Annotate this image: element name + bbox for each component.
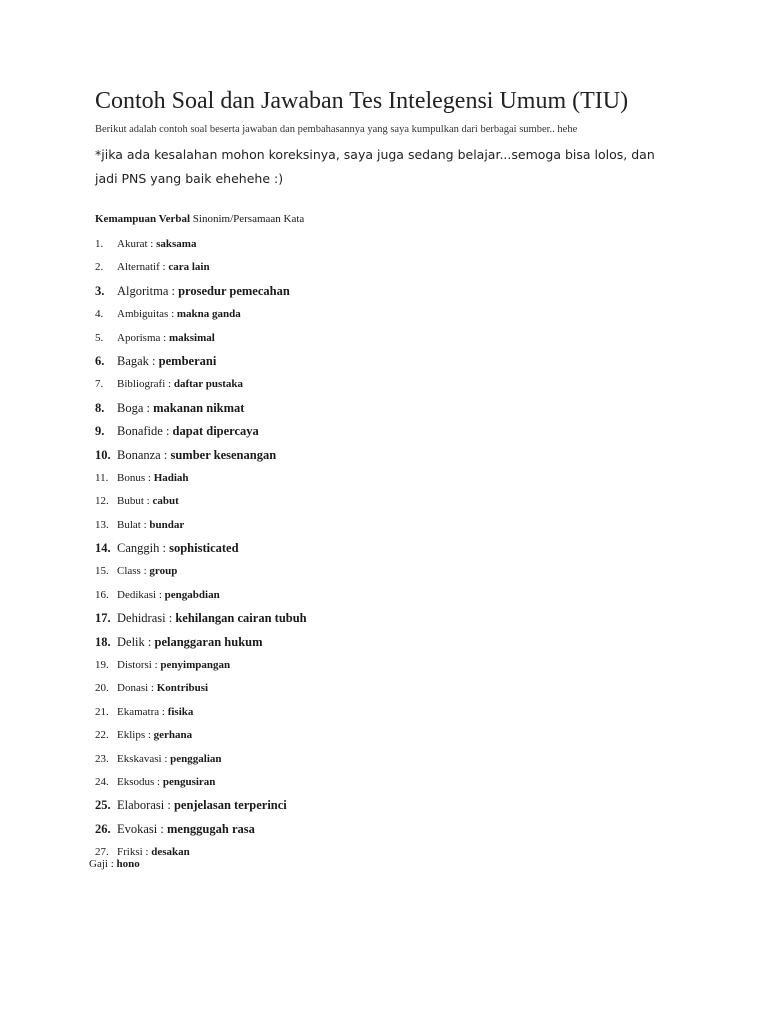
list-item-number: 7.: [95, 378, 104, 391]
list-item-number: 13.: [95, 518, 109, 531]
list-item-number: 16.: [95, 588, 109, 601]
list-item: [95, 280, 307, 303]
list-item: [95, 818, 307, 841]
intro-text: Berikut adalah contoh soal beserta jawaban dan pembahasannya yang saya kumpulkan dari berbagai sumber.. hehe: [95, 124, 578, 135]
tail-word: Gaji :: [89, 858, 114, 870]
list-item-number: 11.: [95, 471, 109, 484]
list-item: [95, 420, 307, 443]
list-item: [95, 701, 307, 724]
list-item-answer: Hadiah: [153, 471, 189, 484]
list-item-number: 9.: [95, 424, 105, 439]
list-item-answer: penggalian: [170, 752, 222, 765]
list-item-answer: daftar pustaka: [173, 378, 244, 391]
list-item-number: 10.: [95, 447, 111, 462]
list-item-number: 20.: [95, 682, 109, 695]
list-item-answer: makanan nikmat: [153, 400, 245, 415]
list-item: [95, 350, 307, 373]
list-item-answer: sophisticated: [169, 541, 239, 556]
list-item-number: 23.: [95, 752, 109, 765]
list-item-answer: group: [149, 565, 178, 578]
list-item-word: Distorsi :: [117, 659, 158, 672]
tail-item: [89, 858, 140, 870]
list-item-answer: fisika: [167, 705, 194, 718]
list-item: [95, 537, 307, 560]
list-item-number: 6.: [95, 353, 105, 368]
list-item: [95, 444, 307, 467]
list-item-word: Ambiguitas :: [117, 308, 175, 321]
list-item-answer: penyimpangan: [160, 659, 231, 672]
list-item-word: Ekskavasi :: [117, 752, 168, 765]
list-item: [95, 794, 307, 817]
list-item-answer: pengabdian: [164, 588, 220, 601]
list-item: [95, 327, 307, 350]
list-item-word: Bulat :: [117, 518, 147, 531]
list-item: [95, 256, 307, 279]
list-item-answer: sumber kesenangan: [170, 447, 277, 462]
list-item-answer: maksimal: [168, 331, 215, 344]
list-item-word: Dehidrasi :: [117, 611, 173, 626]
list-item-number: 26.: [95, 821, 111, 836]
list-item-answer: cara lain: [168, 261, 210, 274]
list-item: [95, 724, 307, 747]
list-item-answer: makna ganda: [176, 308, 241, 321]
list-item-word: Delik :: [117, 634, 152, 649]
section-heading: [95, 213, 304, 225]
list-item-answer: bundar: [149, 518, 185, 531]
list-item-word: Donasi :: [117, 682, 154, 695]
list-item: [95, 584, 307, 607]
list-item-answer: gerhana: [153, 729, 193, 742]
list-item-answer: penjelasan terperinci: [173, 798, 287, 813]
list-item-number: 2.: [95, 261, 104, 274]
list-item: [95, 303, 307, 326]
list-item-word: Evokasi :: [117, 821, 164, 836]
list-item: [95, 560, 307, 583]
list-item-word: Bonafide :: [117, 424, 170, 439]
list-item-word: Canggih :: [117, 541, 166, 556]
list-item-answer: menggugah rasa: [167, 821, 255, 836]
list-item: [95, 607, 307, 630]
list-item-number: 14.: [95, 541, 111, 556]
list-item-word: Dedikasi :: [117, 588, 162, 601]
list-item-word: Bibliografi :: [117, 378, 172, 391]
note-text: *jika ada kesalahan mohon koreksinya, saya juga sedang belajar...semoga bisa lolos, dan jadi PNS yang baik ehehehe :): [95, 147, 655, 186]
list-item: [95, 233, 307, 256]
list-item-word: Algoritma :: [117, 283, 175, 298]
list-item-number: 18.: [95, 634, 111, 649]
list-item-answer: desakan: [151, 846, 190, 859]
list-item-word: Boga :: [117, 400, 150, 415]
list-item: [95, 771, 307, 794]
list-item-number: 21.: [95, 705, 109, 718]
list-item: [95, 373, 307, 396]
list-item-word: Ekamatra :: [117, 705, 165, 718]
list-item-word: Class :: [117, 565, 147, 578]
list-item-word: Bagak :: [117, 353, 156, 368]
list-item-word: Friksi :: [117, 846, 149, 859]
list-item-word: Alternatif :: [117, 261, 166, 274]
list-item: [95, 467, 307, 490]
list-item: [95, 748, 307, 771]
list-item-word: Bonus :: [117, 471, 151, 484]
list-item-number: 3.: [95, 283, 105, 298]
list-item-number: 15.: [95, 565, 109, 578]
list-item-number: 12.: [95, 495, 109, 508]
list-item-number: 4.: [95, 308, 104, 321]
list-item-word: Akurat :: [117, 238, 154, 250]
list-item-answer: saksama: [156, 238, 197, 250]
list-item-word: Eklips :: [117, 729, 151, 742]
list-item-number: 8.: [95, 400, 105, 415]
list-item-number: 5.: [95, 331, 104, 344]
list-item: [95, 677, 307, 700]
list-item-number: 27.: [95, 846, 109, 859]
section-heading-rest: Sinonim/Persamaan Kata: [190, 213, 305, 225]
list-item-number: 1.: [95, 238, 104, 250]
list-item-word: Aporisma :: [117, 331, 167, 344]
list-item-answer: pelanggaran hukum: [154, 634, 263, 649]
list-item-answer: kehilangan cairan tubuh: [175, 611, 307, 626]
list-item-answer: dapat dipercaya: [172, 424, 259, 439]
list-item-number: 17.: [95, 611, 111, 626]
tail-answer: hono: [116, 858, 140, 870]
list-item: [95, 654, 307, 677]
list-item-number: 25.: [95, 798, 111, 813]
synonym-list: [95, 233, 307, 865]
list-item: [95, 631, 307, 654]
list-item-word: Elaborasi :: [117, 798, 171, 813]
list-item-number: 22.: [95, 729, 109, 742]
list-item-number: 24.: [95, 775, 109, 788]
section-heading-bold: Kemampuan Verbal: [95, 213, 191, 225]
list-item-word: Bonanza :: [117, 447, 168, 462]
list-item: [95, 490, 307, 513]
page-title: Contoh Soal dan Jawaban Tes Intelegensi Umum (TIU): [95, 88, 629, 114]
list-item-word: Bubut :: [117, 495, 150, 508]
list-item-answer: prosedur pemecahan: [178, 283, 290, 298]
list-item-number: 19.: [95, 659, 109, 672]
list-item: [95, 397, 307, 420]
list-item-answer: cabut: [152, 495, 179, 508]
list-item-answer: pemberani: [158, 353, 217, 368]
list-item-answer: pengusiran: [162, 775, 216, 788]
list-item-answer: Kontribusi: [156, 682, 209, 695]
list-item: [95, 514, 307, 537]
list-item-word: Eksodus :: [117, 775, 161, 788]
